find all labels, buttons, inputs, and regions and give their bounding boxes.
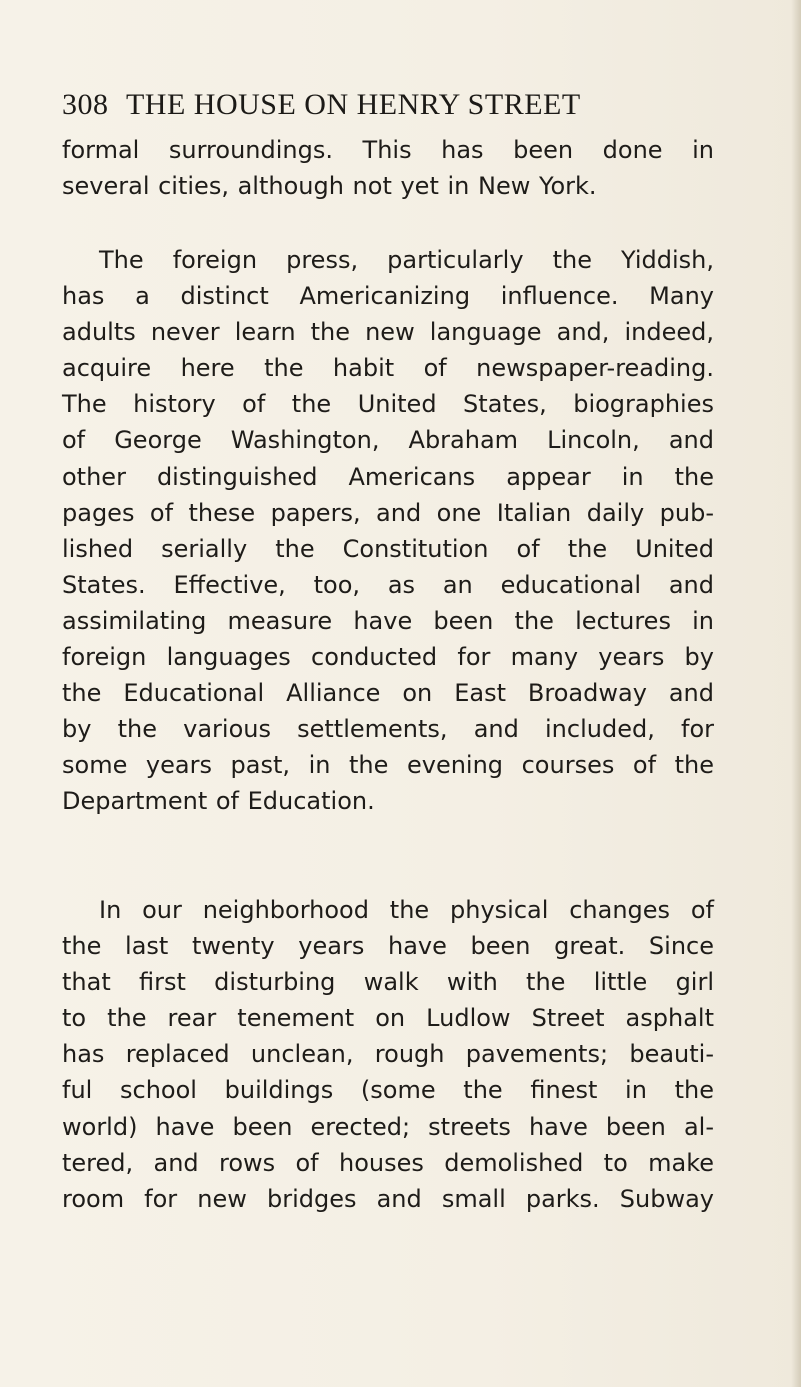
text-line: has a distinct Americanizing influence. Many [62, 282, 714, 311]
text-line: by the various settlements, and included, for [62, 715, 714, 744]
text-line: that first disturbing walk with the little girl [62, 968, 714, 997]
text-line: pages of these papers, and one Italian daily pub- [62, 498, 714, 527]
text-line: of George Washington, Abraham Lincoln, and [62, 426, 714, 455]
text-line: some years past, in the evening courses of the [62, 751, 714, 780]
text-line: In our neighborhood the physical changes of [99, 896, 714, 924]
text-line: the last twenty years have been great. Since [62, 932, 714, 961]
page-edge-shadow [791, 0, 801, 1387]
text-line: foreign languages conducted for many years by [62, 643, 714, 672]
text-line: ful school buildings (some the finest in the [62, 1076, 714, 1105]
text-line: Department of Education. [62, 787, 375, 816]
text-line: several cities, although not yet in New York. [62, 172, 597, 201]
text-line: formal surroundings. This has been done in [62, 136, 714, 164]
text-line: has replaced unclean, rough pavements; beauti- [62, 1040, 714, 1069]
text-line: The foreign press, particularly the Yiddish, [99, 246, 714, 274]
text-line: to the rear tenement on Ludlow Street asphalt [62, 1004, 714, 1033]
text-line: tered, and rows of houses demolished to make [62, 1148, 714, 1177]
text-line: assimilating measure have been the lectures in [62, 606, 714, 635]
text-line: States. Effective, too, as an educational and [62, 570, 714, 599]
text-line: room for new bridges and small parks. Subway [62, 1184, 714, 1213]
text-line: the Educational Alliance on East Broadway and [62, 679, 714, 708]
text-line: adults never learn the new language and, indeed, [62, 318, 714, 347]
text-line: acquire here the habit of newspaper-reading. [62, 354, 714, 383]
running-head [62, 88, 581, 122]
text-line: world) have been erected; streets have been al- [62, 1112, 714, 1141]
text-line: The history of the United States, biographies [62, 390, 714, 419]
page-number: 308 [62, 88, 109, 121]
paragraph-3 [62, 892, 714, 1217]
paragraph-1 [62, 132, 714, 204]
paragraph-2 [62, 242, 714, 820]
running-title: THE HOUSE ON HENRY STREET [125, 88, 581, 121]
text-line: other distinguished Americans appear in the [62, 462, 714, 491]
text-line: lished serially the Constitution of the United [62, 534, 714, 563]
